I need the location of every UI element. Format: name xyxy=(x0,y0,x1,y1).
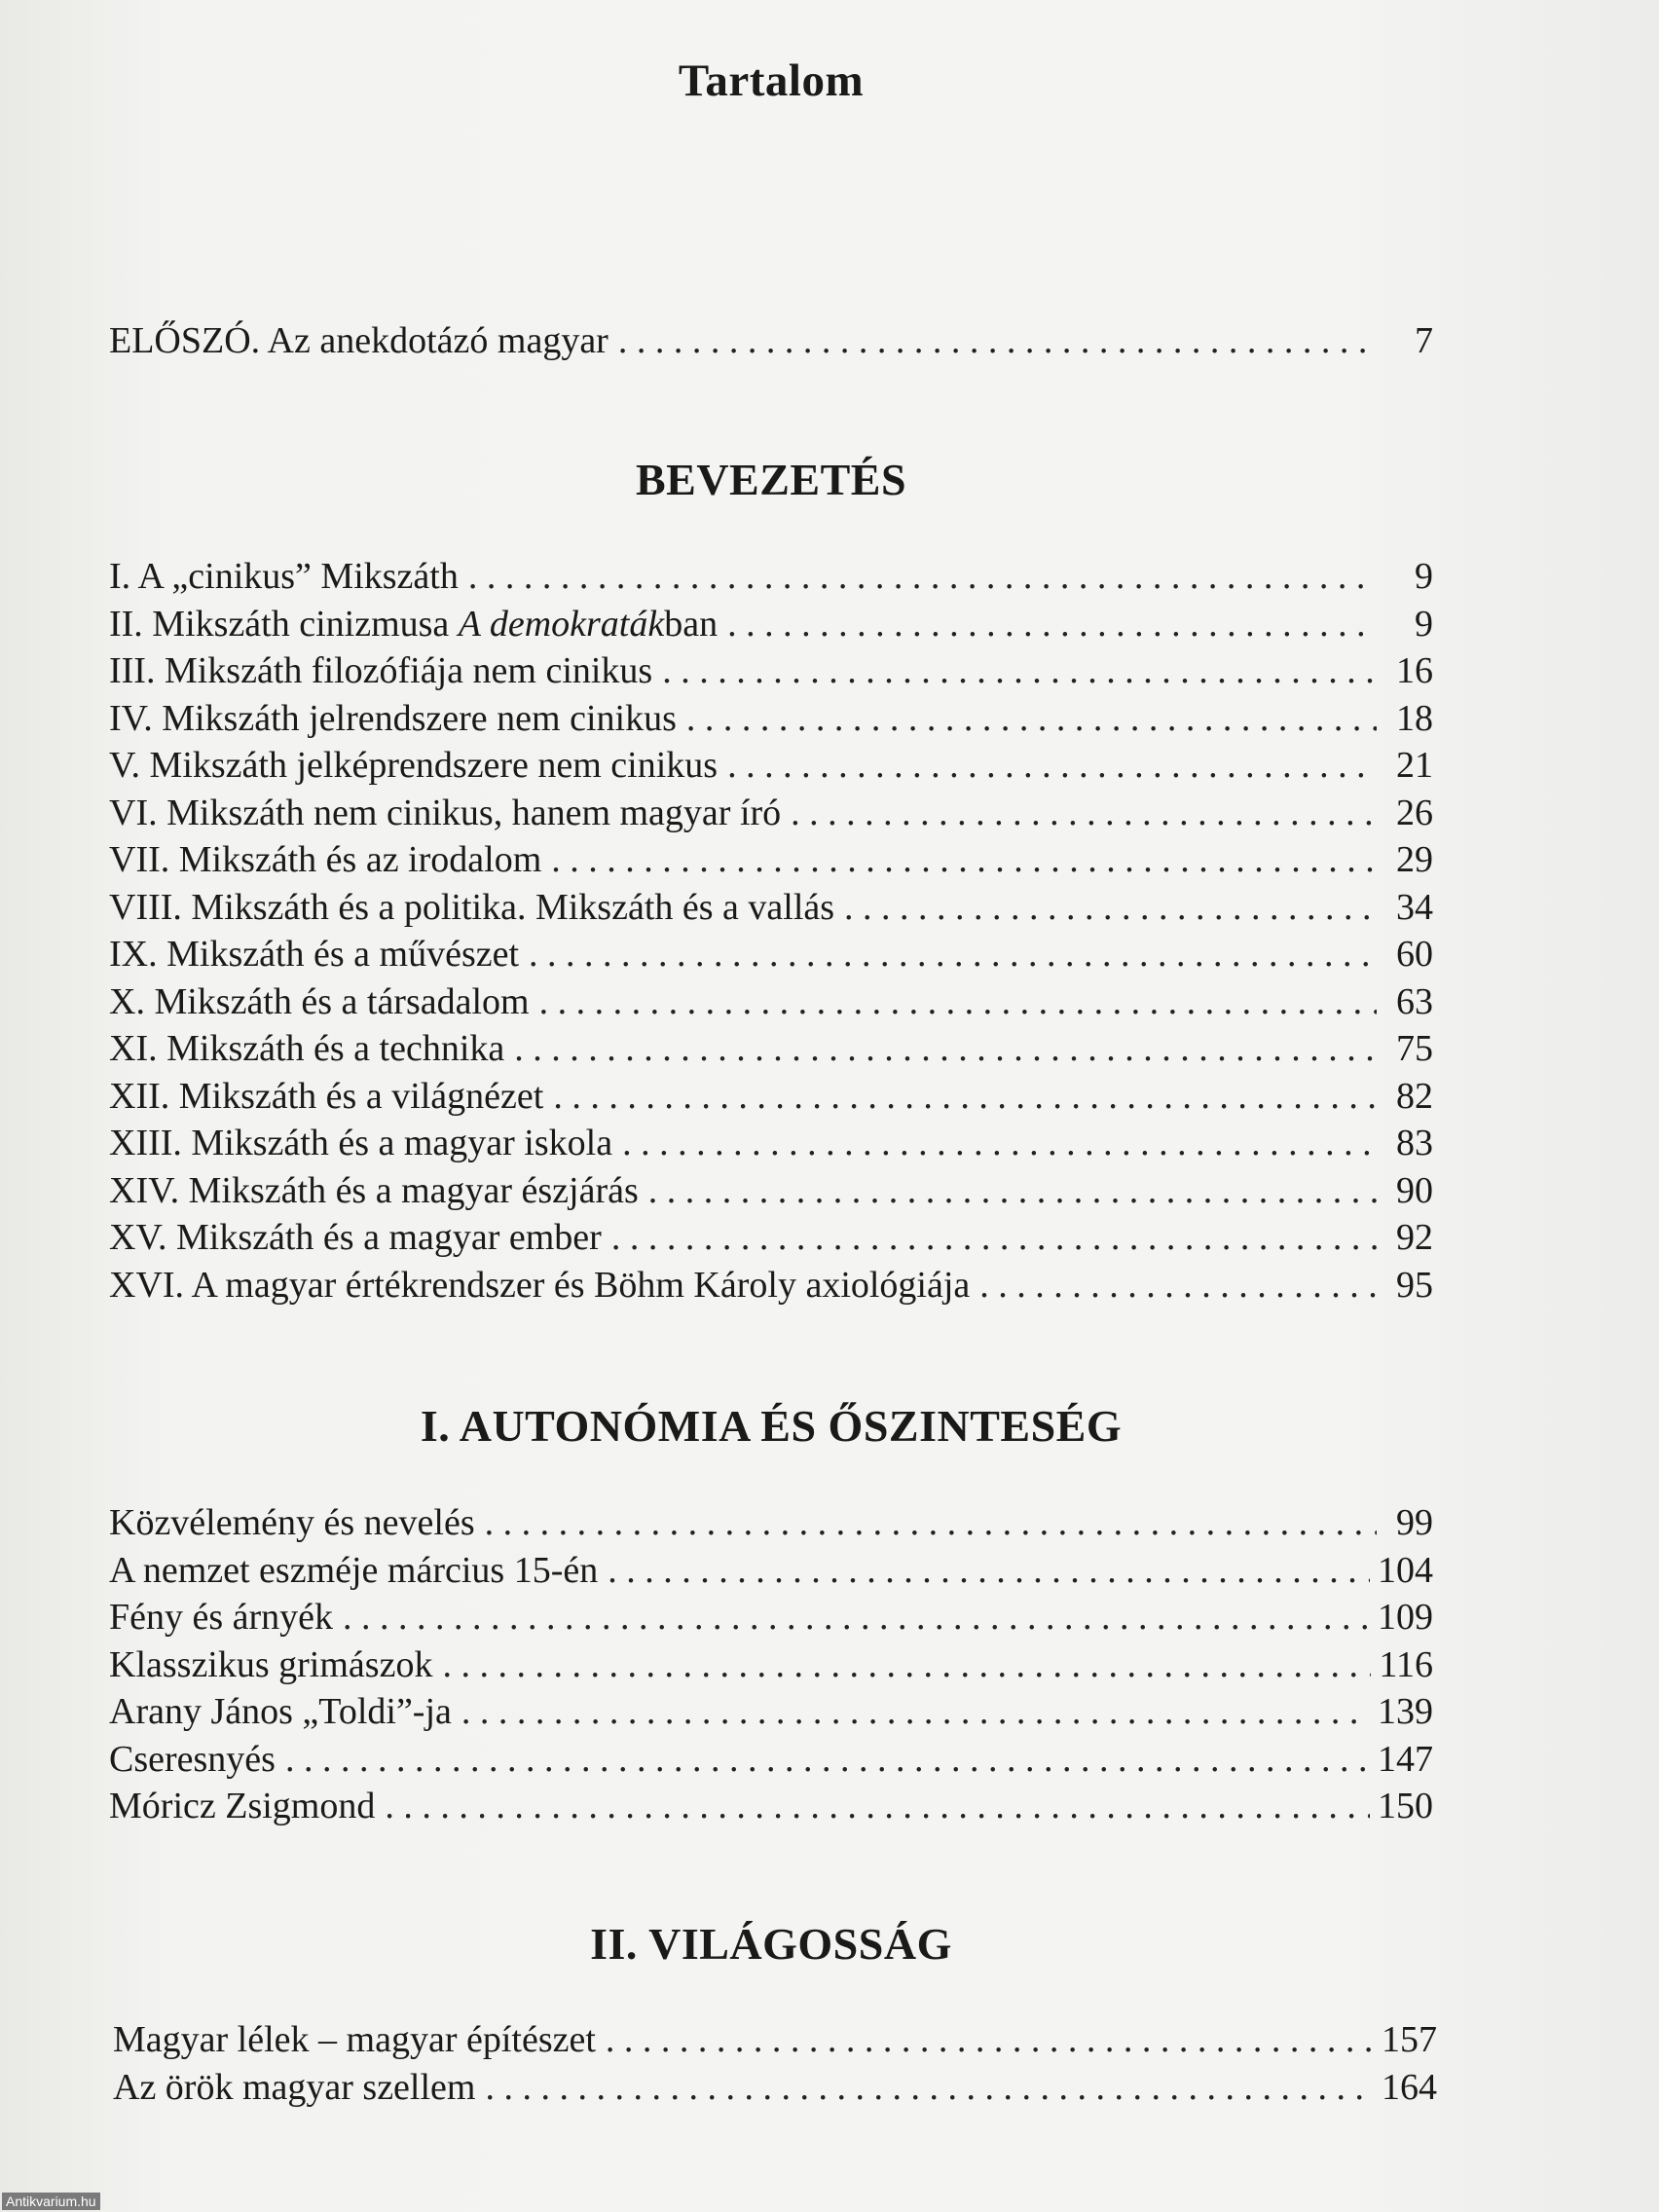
toc-entry-title: Arany János „Toldi”-ja xyxy=(109,1691,452,1732)
dot-leader xyxy=(468,553,1377,600)
toc-entry xyxy=(109,1594,1433,1641)
toc-entry xyxy=(109,1025,1433,1072)
toc-entry-title: XII. Mikszáth és a világnézet xyxy=(109,1076,544,1117)
toc-entry-title: VI. Mikszáth nem cinikus, hanem magyar író xyxy=(109,793,782,833)
toc-entry-page: 18 xyxy=(1396,698,1433,739)
dot-leader xyxy=(442,1641,1371,1688)
toc-entry-title: XI. Mikszáth és a technika xyxy=(109,1028,505,1069)
toc-entry-page: 147 xyxy=(1378,1739,1433,1780)
dot-leader xyxy=(844,884,1377,931)
dot-leader xyxy=(551,836,1377,883)
toc-entry-page: 109 xyxy=(1378,1597,1433,1638)
toc-entry-page: 63 xyxy=(1396,981,1433,1022)
toc-entry-page: 139 xyxy=(1378,1691,1433,1732)
toc-entry-page: 164 xyxy=(1382,2067,1437,2108)
toc-entry-title: Cseresnyés xyxy=(109,1739,276,1780)
toc-entry xyxy=(109,1262,1433,1309)
toc-entry-title: V. Mikszáth jelképrendszere nem cinikus xyxy=(109,745,719,786)
toc-entry xyxy=(109,1120,1433,1166)
toc-entry-title: A nemzet eszméje március 15-én xyxy=(109,1550,599,1591)
toc-entry-title: Közvélemény és nevelés xyxy=(109,1502,475,1543)
watermark: Antikvarium.hu xyxy=(2,2193,100,2210)
dot-leader xyxy=(618,317,1377,364)
toc-entry-page: 60 xyxy=(1396,934,1433,975)
toc-entry xyxy=(109,647,1433,694)
toc-entry-title: VII. Mikszáth és az irodalom xyxy=(109,839,542,880)
dot-leader xyxy=(553,1073,1377,1120)
toc-entry-page: 7 xyxy=(1415,320,1433,361)
toc-entry-title: ELŐSZÓ. Az anekdotázó magyar xyxy=(109,320,608,361)
toc-entry xyxy=(113,2016,1437,2063)
toc-entry-page: 83 xyxy=(1396,1123,1433,1163)
toc-entry-page: 82 xyxy=(1396,1076,1433,1117)
section-heading-part2: II. VILÁGOSSÁG xyxy=(590,1919,952,1969)
toc-entry-title: III. Mikszáth filozófiája nem cinikus xyxy=(109,650,653,691)
toc-entry xyxy=(109,1641,1433,1688)
dot-leader xyxy=(727,601,1377,647)
toc-entry-title: XVI. A magyar értékrendszer és Böhm Károly axiológiája xyxy=(109,1265,971,1306)
toc-entry-page: 116 xyxy=(1379,1644,1433,1685)
dot-leader xyxy=(485,2064,1374,2111)
toc-entry xyxy=(109,790,1433,836)
toc-entry-page: 26 xyxy=(1396,793,1433,833)
toc-entry-page: 9 xyxy=(1415,604,1433,645)
dot-leader xyxy=(979,1262,1377,1309)
dot-leader xyxy=(529,931,1377,977)
toc-entry-title: I. A „cinikus” Mikszáth xyxy=(109,556,459,597)
toc-entry-page: 16 xyxy=(1396,650,1433,691)
toc-entry-page: 21 xyxy=(1396,745,1433,786)
toc-entry-title: Móricz Zsigmond xyxy=(109,1786,376,1826)
toc-entry-title: XIV. Mikszáth és a magyar észjárás xyxy=(109,1170,639,1211)
toc-entry xyxy=(109,1547,1433,1594)
toc-entry-page: 90 xyxy=(1396,1170,1433,1211)
toc-entry xyxy=(109,695,1433,742)
toc-entry-title: IX. Mikszáth és a művészet xyxy=(109,934,520,975)
dot-leader xyxy=(686,695,1377,742)
toc-entry-page: 9 xyxy=(1415,556,1433,597)
dot-leader xyxy=(622,1120,1377,1166)
dot-leader xyxy=(791,790,1377,836)
dot-leader xyxy=(285,1736,1370,1783)
toc-entry xyxy=(109,1783,1433,1829)
toc-entry-page: 29 xyxy=(1396,839,1433,880)
toc-entry-title: XV. Mikszáth és a magyar ember xyxy=(109,1217,602,1258)
toc-entry xyxy=(109,1499,1433,1546)
section-heading-intro: BEVEZETÉS xyxy=(635,455,907,504)
dot-leader xyxy=(539,978,1377,1025)
toc-entry xyxy=(109,1073,1433,1120)
dot-leader xyxy=(662,647,1377,694)
toc-entry-title: X. Mikszáth és a társadalom xyxy=(109,981,530,1022)
toc-entry xyxy=(109,1167,1433,1214)
toc-entry-page: 34 xyxy=(1396,887,1433,928)
section-heading-part1: I. AUTONÓMIA ÉS ŐSZINTESÉG xyxy=(420,1401,1123,1451)
toc-entry-title: Klasszikus grimászok xyxy=(109,1644,433,1685)
toc-entry-title: IV. Mikszáth jelrendszere nem cinikus xyxy=(109,698,677,739)
dot-leader xyxy=(514,1025,1377,1072)
toc-entry xyxy=(109,1688,1433,1735)
dot-leader xyxy=(648,1167,1377,1214)
dot-leader xyxy=(385,1783,1370,1829)
toc-entry-title: XIII. Mikszáth és a magyar iskola xyxy=(109,1123,613,1163)
toc-entry xyxy=(109,1214,1433,1261)
toc-entry-page: 157 xyxy=(1382,2019,1437,2060)
dot-leader xyxy=(343,1594,1370,1641)
toc-entry xyxy=(113,2064,1437,2111)
toc-entry-title: II. Mikszáth cinizmusa A demokratákban xyxy=(109,604,719,645)
toc-entry-page: 92 xyxy=(1396,1217,1433,1258)
toc-entry-page: 75 xyxy=(1396,1028,1433,1069)
dot-leader xyxy=(461,1688,1370,1735)
dot-leader xyxy=(485,1499,1377,1546)
toc-entry-title: Fény és árnyék xyxy=(109,1597,334,1638)
dot-leader xyxy=(606,2016,1374,2063)
toc-entry xyxy=(109,601,1433,647)
toc-entry-page: 99 xyxy=(1396,1502,1433,1543)
toc-entry-page: 95 xyxy=(1396,1265,1433,1306)
toc-entry-page: 104 xyxy=(1378,1550,1433,1591)
dot-leader xyxy=(727,742,1377,789)
toc-entry xyxy=(109,836,1433,883)
toc-entry xyxy=(109,884,1433,931)
page-title: Tartalom xyxy=(678,55,865,106)
toc-entry-title: Magyar lélek – magyar építészet xyxy=(113,2019,596,2060)
toc-entry xyxy=(109,1736,1433,1783)
toc-entry xyxy=(109,742,1433,789)
dot-leader xyxy=(611,1214,1377,1261)
toc-entry-preface xyxy=(109,317,1433,364)
toc-entry-title: VIII. Mikszáth és a politika. Mikszáth és a vallás xyxy=(109,887,835,928)
toc-entry xyxy=(109,978,1433,1025)
toc-entry-page: 150 xyxy=(1378,1786,1433,1826)
dot-leader xyxy=(608,1547,1370,1594)
toc-entry xyxy=(109,553,1433,600)
toc-entry xyxy=(109,931,1433,977)
toc-entry-title: Az örök magyar szellem xyxy=(113,2067,476,2108)
